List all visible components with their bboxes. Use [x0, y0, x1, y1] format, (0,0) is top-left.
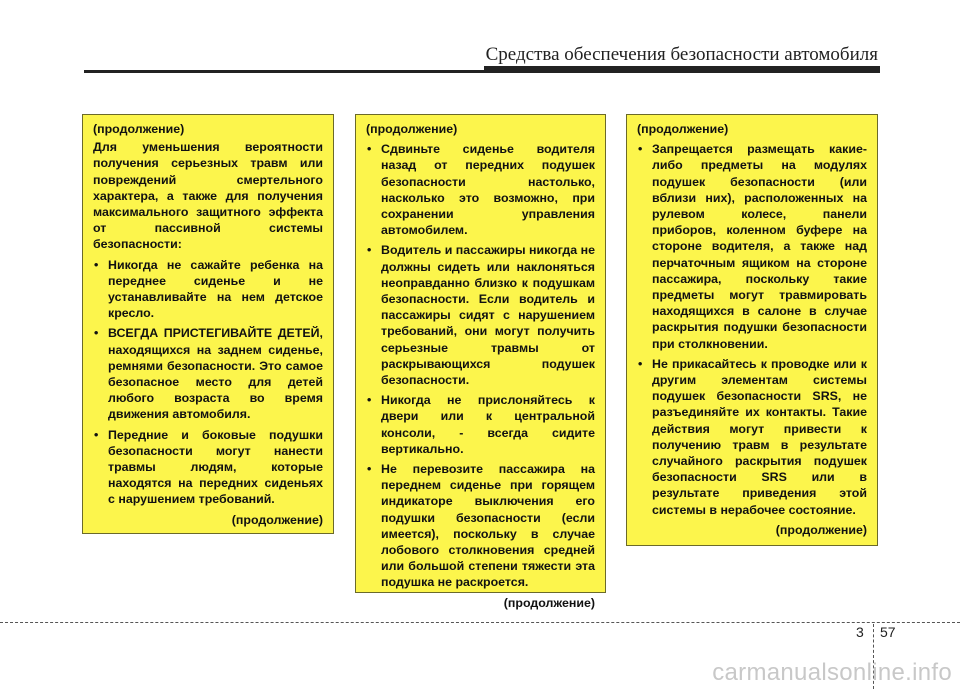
warning-list-item — [366, 392, 595, 457]
warning-list — [93, 257, 323, 508]
bullet-icon: • — [367, 142, 372, 157]
bullet-icon: • — [94, 326, 99, 341]
page-header-title: Средства обеспечения безопасности автомобиля — [485, 44, 878, 65]
continued-bottom-label: (продолжение) — [503, 595, 595, 610]
header-rule — [84, 70, 880, 73]
warning-item-text: Никогда не сажайте ребенка на переднее сиденье и не устанавливайте на нем детское кресло. — [108, 257, 323, 321]
watermark: carmanualsonline.info — [712, 659, 952, 686]
warning-item-text: Не прикасайтесь к проводке или к другим элементам системы подушек безопасности SRS, не разъединяйте их контакты. Такие действия могут привести к получению травм в результате случайного раскрытия подушек безопасности SRS или в результате приведения этой системы в нерабочее состояние. — [652, 356, 867, 517]
continued-top-label: (продолжение) — [93, 122, 185, 136]
page-number: 57 — [880, 624, 896, 640]
continued-bottom-label: (продолжение) — [775, 522, 867, 537]
chapter-number: 3 — [856, 624, 864, 640]
bullet-icon: • — [638, 356, 643, 371]
continued-top-label: (продолжение) — [637, 122, 729, 136]
warning-item-text: Сдвиньте сиденье водителя назад от передних подушек безопасности настолько, насколько это возможно, при сохранении управления автомобилем. — [381, 142, 595, 238]
warning-list-item — [366, 461, 595, 591]
warning-item-text: Передние и боковые подушки безопасности могут нанести травмы людям, которые находятся на передних сиденьях с нарушением требований. — [108, 427, 323, 507]
continued-top-label: (продолжение) — [366, 122, 458, 136]
warning-list-item — [93, 427, 323, 508]
bullet-icon: • — [367, 462, 372, 477]
bullet-icon: • — [94, 427, 99, 442]
warning-item-text: Запрещается размещать какие-либо предметы на модулях подушек безопасности (или вблизи них), расположенных на рулевом колесе, панели приборов, коленном буфере на стороне водителя, а также над перчаточным ящиком на стороне пассажира, поскольку такие предметы могут травмировать находящихся в салоне в случае раскрытия подушки безопасности при столкновении. — [652, 142, 867, 351]
bullet-icon: • — [638, 142, 643, 157]
warning-item-text: Не перевозите пассажира на переднем сиденье при горящем индикаторе выключения его подушки безопасности (если имеется), поскольку в случае лобового столкновения средней или большой степени тяжести эта подушка не раскроется. — [381, 462, 595, 590]
bullet-icon: • — [367, 243, 372, 258]
warning-panel-1 — [82, 114, 334, 534]
warning-intro-text: Для уменьшения вероятности получения серьезных травм или повреждений смертельного характера, а также для получения максимального защитного эффекта от пассивной системы безопасности: — [93, 140, 323, 252]
warning-list-item — [93, 325, 323, 422]
footer-dashed-rule — [0, 622, 960, 623]
warning-item-text: ВСЕГДА ПРИСТЕГИВАЙТЕ ДЕТЕЙ, находящихся на заднем сиденье, ремнями безопасности. Это самое безопасное место для детей любого возраста во время движения автомобиля. — [108, 326, 323, 422]
bullet-icon: • — [367, 393, 372, 408]
warning-list-item — [366, 141, 595, 238]
warning-item-text: Водитель и пассажиры никогда не должны сидеть или наклоняться неоправданно близко к подушкам безопасности. Если водитель и пассажиры сидят с нарушением требований, они могут получить серьезные травмы от раскрывающихся подушек безопасности. — [381, 243, 595, 388]
warning-list-item — [93, 257, 323, 322]
warning-panel-3 — [626, 114, 878, 546]
warning-list-item — [366, 242, 595, 388]
warning-panel-2 — [355, 114, 606, 610]
warning-list — [637, 141, 867, 518]
warning-list-item — [637, 141, 867, 352]
warning-list — [366, 141, 595, 590]
warning-list-item — [637, 356, 867, 518]
bullet-icon: • — [94, 257, 99, 272]
continued-bottom-label: (продолжение) — [231, 512, 323, 527]
warning-item-text: Никогда не прислоняйтесь к двери или к центральной консоли, - всегда сидите вертикально. — [381, 393, 595, 456]
